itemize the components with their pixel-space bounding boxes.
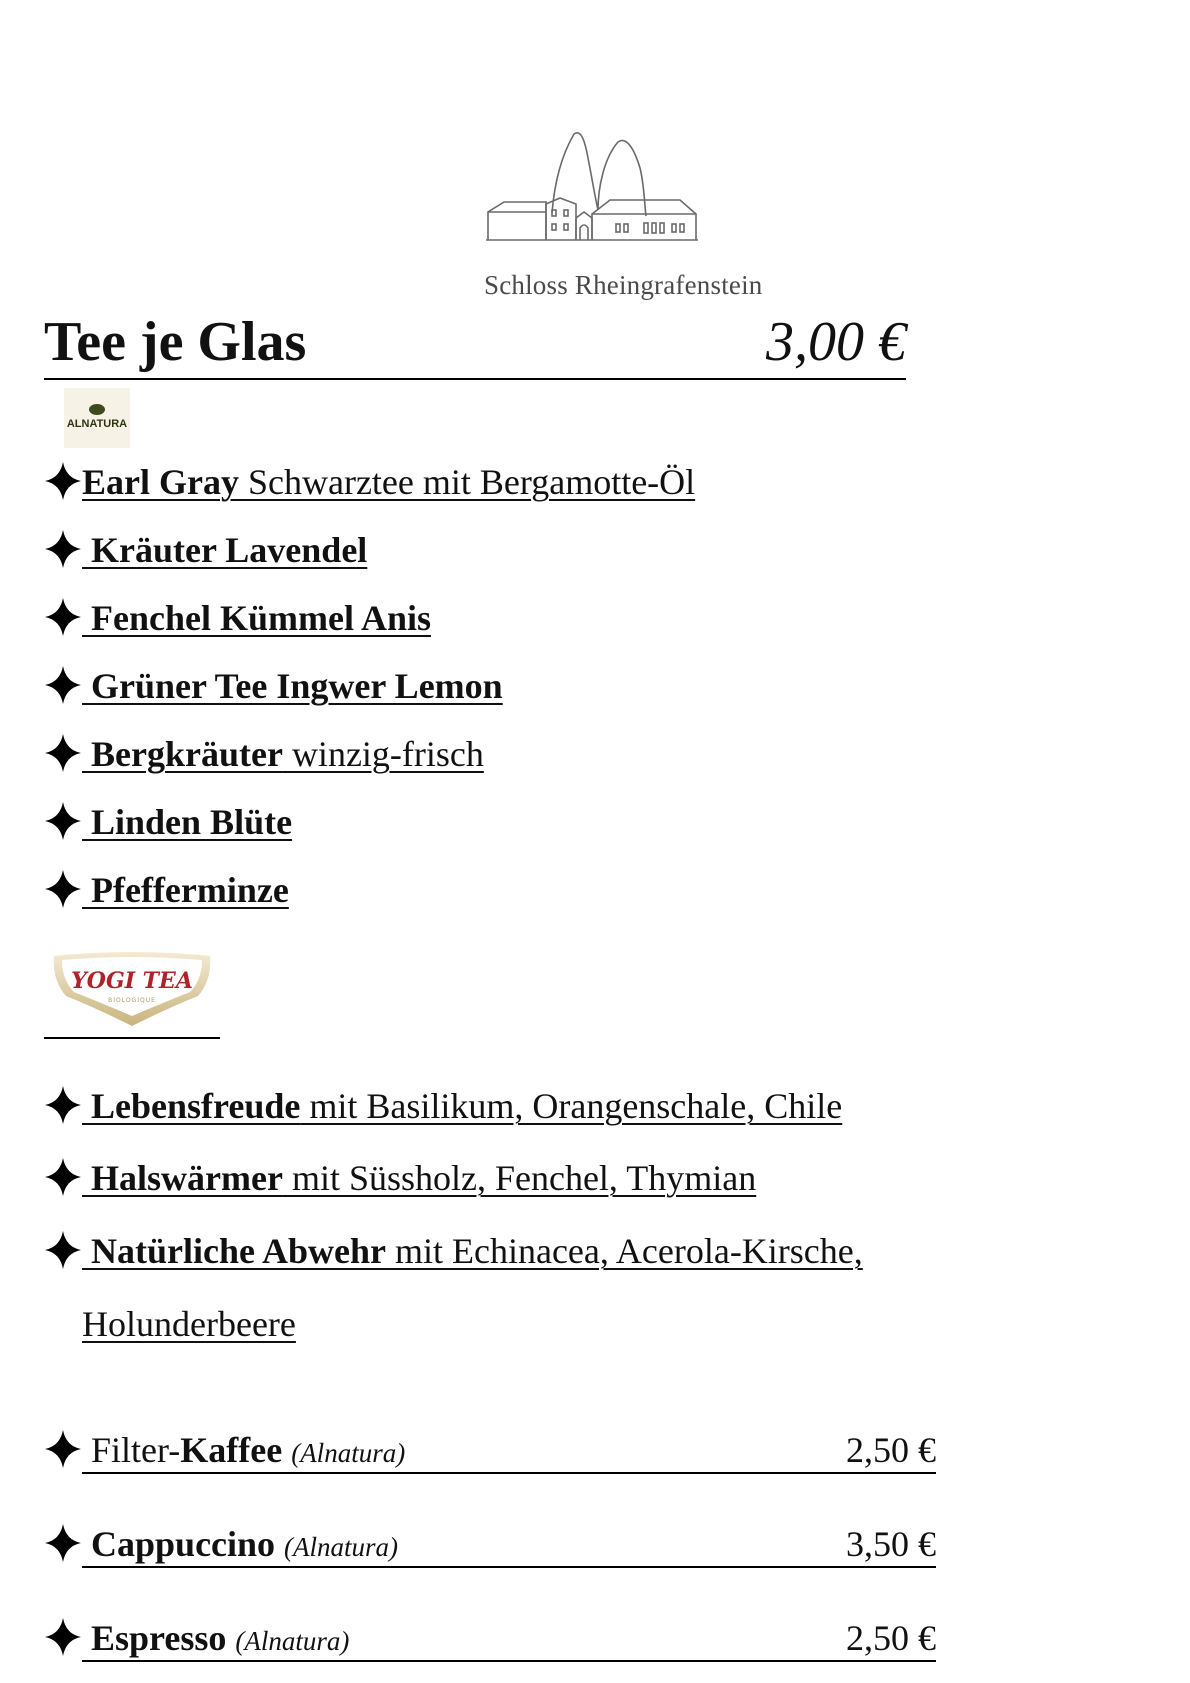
coffee-row — [44, 1616, 936, 1662]
tea-description-continuation — [82, 1302, 296, 1346]
tea-item — [44, 732, 484, 776]
tea-name: Fenchel Kümmel Anis — [82, 598, 431, 638]
coffee-row — [44, 1428, 936, 1474]
star-bullet-icon — [44, 1085, 82, 1125]
coffee-brand: (Alnatura) — [235, 1626, 350, 1656]
tea-name: Halswärmer — [82, 1158, 283, 1198]
coffee-name: Espresso — [91, 1618, 227, 1658]
tea-heading — [44, 306, 906, 380]
yogi-tea-logo — [48, 950, 216, 1028]
star-bullet-icon — [44, 1157, 82, 1197]
coffee-name: Cappuccino — [91, 1524, 276, 1564]
coffee-prefix — [82, 1524, 91, 1564]
tea-description: Schwarztee mit Bergamotte-Öl — [238, 462, 696, 502]
coffee-price: 3,50 € — [846, 1524, 936, 1564]
heading-title: Tee je Glas — [44, 311, 307, 373]
tea-item — [44, 528, 367, 572]
star-bullet-icon — [44, 665, 82, 705]
tea-description: mit Süssholz, Fenchel, Thymian — [282, 1158, 757, 1198]
tea-name: Kräuter Lavendel — [82, 530, 368, 570]
tea-item — [44, 1156, 756, 1200]
tea-description: winzig-frisch — [282, 734, 484, 774]
tea-name: Bergkräuter — [82, 734, 283, 774]
tea-description: mit Echinacea, Acerola-Kirsche, — [385, 1231, 863, 1271]
coffee-row — [44, 1522, 936, 1568]
tea-name: Linden Blüte — [82, 802, 293, 842]
coffee-brand: (Alnatura) — [291, 1438, 406, 1468]
tea-name: Earl Gray — [82, 462, 239, 502]
star-bullet-icon — [44, 869, 82, 909]
star-bullet-icon — [44, 529, 82, 569]
tea-item — [44, 596, 431, 640]
yogi-logo-subtext: BIOLOGIQUE — [108, 997, 156, 1004]
tea-item — [44, 1229, 863, 1273]
alnatura-logo-text: ALNATURA — [66, 418, 128, 430]
coffee-prefix: Filter- — [82, 1430, 181, 1470]
tea-name: Natürliche Abwehr — [82, 1231, 386, 1271]
tea-description-cont-text: Holunderbeere — [82, 1304, 296, 1344]
tea-item — [44, 460, 695, 504]
tea-name: Pfefferminze — [82, 870, 289, 910]
yogi-logo-text: YOGI TEA — [71, 968, 193, 994]
tea-item — [44, 664, 503, 708]
schloss-rheingrafenstein-logo — [484, 128, 763, 303]
star-bullet-icon — [44, 597, 82, 637]
coffee-name: Kaffee — [180, 1430, 283, 1470]
alnatura-leaf-icon — [89, 404, 105, 415]
tea-description: mit Basilikum, Orangenschale, Chile — [300, 1086, 843, 1126]
star-bullet-icon — [44, 733, 82, 773]
coffee-brand: (Alnatura) — [284, 1532, 399, 1562]
castle-rock-icon — [484, 128, 754, 268]
coffee-price: 2,50 € — [846, 1618, 936, 1658]
star-bullet-icon — [44, 1230, 82, 1270]
alnatura-logo — [64, 388, 130, 448]
star-bullet-icon — [44, 1429, 82, 1469]
star-bullet-icon — [44, 1617, 82, 1657]
coffee-price: 2,50 € — [846, 1430, 936, 1470]
tea-name: Grüner Tee Ingwer Lemon — [82, 666, 503, 706]
tea-item — [44, 868, 289, 912]
coffee-prefix — [82, 1618, 91, 1658]
star-bullet-icon — [44, 801, 82, 841]
tea-name: Lebensfreude — [82, 1086, 301, 1126]
star-bullet-icon — [44, 1523, 82, 1563]
heading-price: 3,00 € — [766, 311, 906, 373]
tea-item — [44, 1084, 842, 1128]
star-bullet-icon — [44, 461, 82, 501]
tea-item — [44, 800, 292, 844]
logo-text: Schloss Rheingrafenstein — [484, 270, 763, 300]
yogi-underline — [44, 1037, 220, 1039]
